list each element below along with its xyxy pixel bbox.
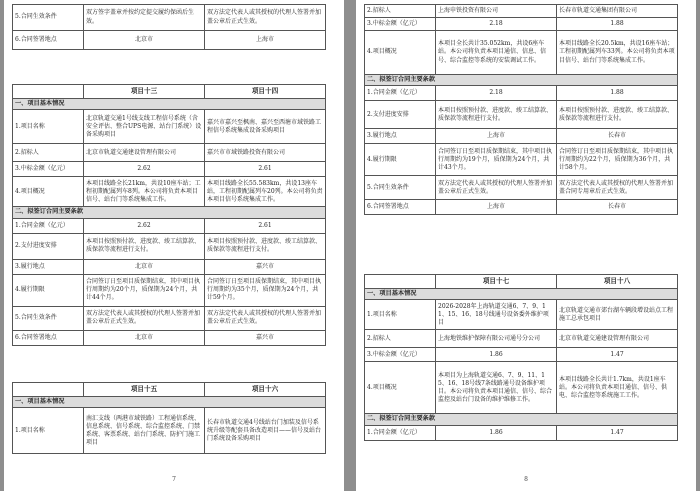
cell-a: 北京市 [84,330,205,345]
table-row [365,144,678,176]
cell-b: 合同签订日至项目质保期结束，其中项目执行周期约为22个月，质保期为36个月，共计58个月。 [557,144,678,176]
row-label: 6.合同签署地点 [365,200,436,215]
row-label: 4.项目概况 [13,177,84,207]
table-header-row [13,383,326,397]
cell-b: 嘉兴市 [205,259,326,274]
row-label: 5.合同生效条件 [365,176,436,200]
row-label: 1.合同金额（亿元） [13,218,84,233]
table-row [13,162,326,177]
table-header-row [365,275,678,289]
row-label: 4.项目概况 [365,362,436,414]
table-row [365,86,678,101]
cell-a: 本项目按照预付款、进度款、竣工结算款、质保款等流程进行支付。 [84,233,205,259]
page-8 [356,0,696,491]
table-row [365,176,678,200]
table-project-13-14 [12,84,326,346]
cell-a: 合同签订日至项目质保期结束，其中项目执行周期约为20个月，质保期为24个月，共计44个月。 [84,274,205,306]
cell-a: 1.86 [436,425,557,440]
cell-b: 北京轨道交通市郊台湖车辆段增设站点工程施工总承包项目 [557,300,678,330]
section-heading: 一、项目基本情况 [13,397,326,408]
cell-a: 双方法定代表人或其授权的代理人签署并加盖公章后正式生效。 [436,176,557,200]
row-label: 2.支付进度安排 [365,101,436,129]
row-label: 1.项目名称 [13,408,84,454]
header-project-17: 项目十七 [436,275,557,289]
table-row [365,18,678,31]
cell-b: 1.47 [557,425,678,440]
row-label: 4.履行期限 [365,144,436,176]
cell-b: 长春市轨道交通集团有限公司 [557,5,678,18]
section-row [365,289,678,300]
cell-b: 本项目线路全长20.5km，共设16座车站；工程初期配属列车33列。本公司将负责本项目信号、站台门等系统集成工作。 [557,31,678,75]
cell-b: 2.61 [205,218,326,233]
cell-a: 本项目全长共计35.052km，共设6座车站。本公司将负责本项目通信、信息、信号、综合监控等系统的安装调试工作。 [436,31,557,75]
section-row [13,207,326,218]
row-label: 1.合同金额（亿元） [365,425,436,440]
header-empty [13,383,84,397]
row-label: 5.合同生效条件 [13,5,84,31]
cell-a: 北京市 [84,259,205,274]
table-row [13,306,326,330]
table-row [13,31,326,50]
section-row [13,397,326,408]
page-number: 8 [524,476,528,483]
table-row [365,129,678,144]
section-heading: 二、拟签订合同主要条款 [365,414,678,425]
header-project-15: 项目十五 [84,383,205,397]
table-row [13,233,326,259]
cell-a: 上海申铁投资有限公司 [436,5,557,18]
table-row [13,110,326,144]
header-project-18: 项目十八 [557,275,678,289]
cell-a: 2026-2028年上海轨道交通6、7、9、11、15、16、18号线通号设备委外维护项目 [436,300,557,330]
cell-b: 1.88 [557,86,678,101]
section-row [13,99,326,110]
row-label: 3.履行地点 [13,259,84,274]
cell-a: 双方法定代表人或其授权的代理人签署并加盖公章后正式生效。 [84,306,205,330]
table-row [365,425,678,440]
cell-a: 本项目为上海轨道交通6、7、9、11、15、16、18号线7条线路通号设备维护项目。本公司将负责本项目通信、信号、综合监控及站台门设备的维护维修工作。 [436,362,557,414]
cell-a: 1.86 [436,348,557,362]
table-row [13,5,326,31]
section-heading: 二、拟签订合同主要条款 [13,207,326,218]
cell-a: 本项目按照预付款、进度款、竣工结算款、质保款等流程进行支付。 [436,101,557,129]
row-label: 2.招标人 [13,144,84,162]
cell-b: 上海市 [205,31,326,50]
section-row [365,414,678,425]
cell-a: 2.18 [436,18,557,31]
header-project-14: 项目十四 [205,85,326,99]
table-row [13,259,326,274]
row-label: 3.中标金额（亿元） [365,18,436,31]
section-heading: 一、项目基本情况 [13,99,326,110]
cell-b: 长春市 [557,200,678,215]
cell-b: 长春市 [557,129,678,144]
table-row [365,348,678,362]
table-row [365,31,678,75]
cell-b: 2.61 [205,162,326,177]
row-label: 4.履行期限 [13,274,84,306]
cell-b: 合同签订日至项目质保期结束，其中项目执行周期约为35个月，质保期为24个月，共计59个月。 [205,274,326,306]
cell-a: 上海市 [436,200,557,215]
row-label: 6.合同签署地点 [13,31,84,50]
table-row [13,274,326,306]
header-project-16: 项目十六 [205,383,326,397]
row-label: 1.项目名称 [13,110,84,144]
cell-a: 上海地铁维护保障有限公司通号分公司 [436,330,557,348]
table-project-15-16-cont [364,4,678,215]
cell-b: 嘉兴市 [205,330,326,345]
table-row [365,300,678,330]
cell-b: 嘉兴市市域铁路投资有限公司 [205,144,326,162]
table-row [13,408,326,454]
cell-a: 南汇支线（两港市域铁路）工程通信系统、信息系统、信号系统、综合监控系统、门禁系统、客票系统、站台门系统、防护门施工项目 [84,408,205,454]
table-row [13,330,326,345]
header-empty [365,275,436,289]
table-project-11-12-tail [12,4,326,50]
cell-b: 北京市轨道交通建设管理有限公司 [557,330,678,348]
row-label: 5.合同生效条件 [13,306,84,330]
row-label: 1.项目名称 [365,300,436,330]
table-row [365,5,678,18]
row-label: 3.中标金额（亿元） [365,348,436,362]
cell-a: 2.62 [84,218,205,233]
cell-b: 双方法定代表人或其授权的代理人签署并加盖合同专用章后正式生效。 [557,176,678,200]
row-label: 3.履行地点 [365,129,436,144]
table-row [365,200,678,215]
row-label: 2.支付进度安排 [13,233,84,259]
cell-b: 长春市轨道交通4号线站台门加装及信号系统升级等配套具备改造项目——信号及站台门系统设备采购项目 [205,408,326,454]
cell-b: 1.88 [557,18,678,31]
cell-b: 1.47 [557,348,678,362]
table-row [13,177,326,207]
header-project-13: 项目十三 [84,85,205,99]
cell-a: 北京轨道交通1号线支线工程信号系统（含安全评估、整合UPS电源、站台门系统）设备采购项目 [84,110,205,144]
cell-b: 双方法定代表人或其授权的代理人签署并加盖公章后正式生效。 [205,5,326,31]
header-empty [13,85,84,99]
row-label: 4.项目概况 [365,31,436,75]
cell-a: 合同签订日至项目质保期结束，其中项目执行周期约为19个月，质保期为24个月，共计43个月。 [436,144,557,176]
table-project-15-16 [12,382,326,454]
cell-b: 本项目线路全长共计1.7km，共设1座车站。本公司将负责本项目通信、信号、供电、综合监控等系统施工工作。 [557,362,678,414]
cell-b: 本项目线路全长55.583km，共设13座车站，工程初期配属列车20列。本公司将负责本项目信号系统集成工作。 [205,177,326,207]
table-row [365,330,678,348]
row-label: 1.合同金额（亿元） [365,86,436,101]
cell-b: 双方法定代表人或其授权的代理人签署并加盖公章后正式生效。 [205,306,326,330]
row-label: 2.招标人 [365,330,436,348]
page-7 [4,0,344,491]
table-row [13,144,326,162]
table-row [365,101,678,129]
section-heading: 一、项目基本情况 [365,289,678,300]
table-row [365,362,678,414]
cell-b: 嘉兴市嘉兴至枫南、嘉兴至西塘市域铁路工程信号系统集成设备采购项目 [205,110,326,144]
table-header-row [13,85,326,99]
cell-b: 本项目按照预付款、进度款、竣工结算款、质保款等流程进行支付。 [557,101,678,129]
cell-a: 2.62 [84,162,205,177]
row-label: 3.中标金额（亿元） [13,162,84,177]
row-label: 2.招标人 [365,5,436,18]
cell-b: 本项目按照预付款、进度款、竣工结算款、质保款等流程进行支付。 [205,233,326,259]
table-row [13,218,326,233]
cell-a: 北京市轨道交通建设管理有限公司 [84,144,205,162]
cell-a: 上海市 [436,129,557,144]
cell-a: 双方签字盖章并按约定提交履约保函后生效。 [84,5,205,31]
cell-a: 2.18 [436,86,557,101]
row-label: 6.合同签署地点 [13,330,84,345]
section-row [365,75,678,86]
cell-a: 北京市 [84,31,205,50]
section-heading: 二、拟签订合同主要条款 [365,75,678,86]
table-project-17-18 [364,274,678,441]
page-number: 7 [172,476,176,483]
cell-a: 本项目线路全长21km，共设10座车站；工程初期配属列车8列。本公司将负责本项目信号、站台门等系统集成工作。 [84,177,205,207]
